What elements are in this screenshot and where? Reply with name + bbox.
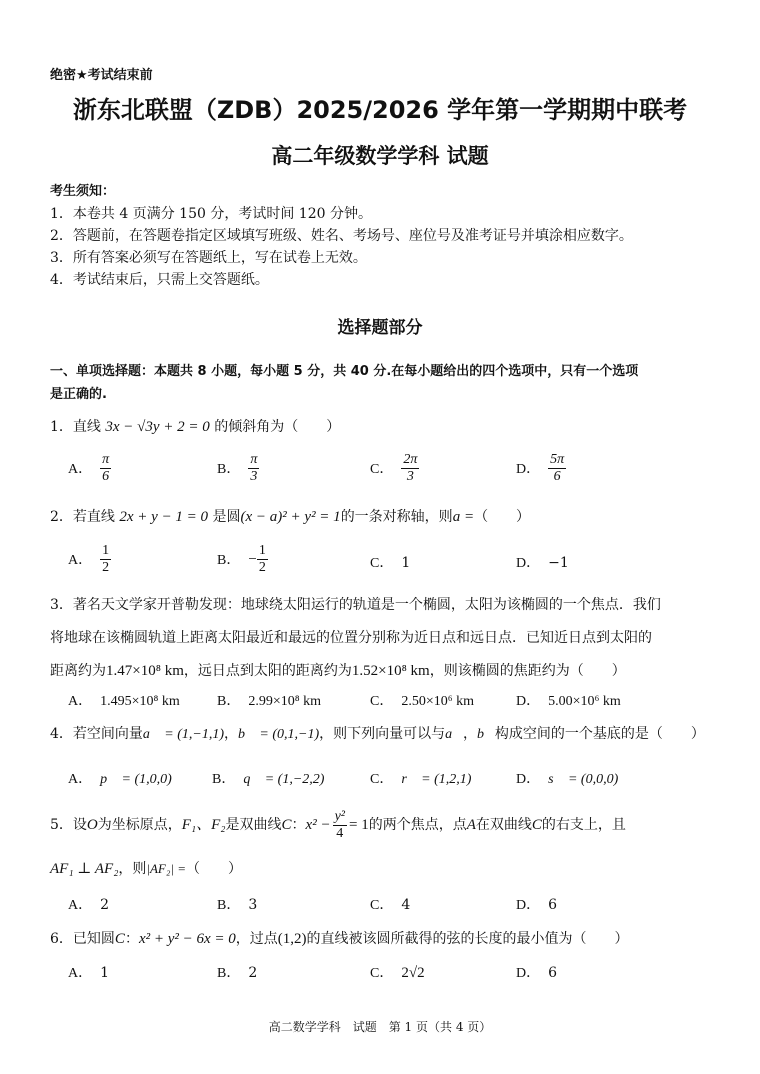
option-text: r⃗ = (1,2,1): [401, 772, 472, 787]
q6-point: (1,2): [277, 931, 307, 947]
option-text: 2√2: [401, 965, 425, 981]
q5-abs-value: |AF₂| =: [146, 861, 186, 876]
section-intro-line2: 是正确的.: [50, 387, 107, 402]
option-label: D．: [516, 772, 541, 787]
option-label: C．: [370, 556, 394, 571]
option-text: 4: [401, 897, 411, 913]
option-fraction: $\frac{\pi}{3}$: [250, 452, 258, 484]
q3-text: ，远日点到太阳的距离约为: [183, 663, 352, 679]
option-text: 1.495×10⁸ km: [100, 694, 180, 709]
question-2: [50, 506, 530, 526]
option-label: A．: [68, 772, 93, 787]
q2-prefix: 2．若直线: [50, 509, 115, 525]
option-label: D．: [516, 461, 541, 477]
q5-eq-left: x² −: [305, 817, 331, 833]
q5-foci: F₁、F₂: [181, 817, 226, 833]
option-sign: −: [248, 551, 257, 568]
q5-text: 的右支上，且: [541, 817, 626, 833]
q3-text: ，则该椭圆的焦距约为（ ）: [429, 663, 626, 679]
q2-variable: a =: [452, 509, 475, 525]
q4-ref-a: a⃗: [445, 727, 464, 742]
q2-line-equation: 2x + y − 1 = 0: [119, 509, 209, 525]
q1-suffix: 的倾斜角为（ ）: [214, 419, 341, 435]
option-text: s⃗ = (0,0,0): [548, 772, 619, 787]
option-text: p⃗ = (1,0,0): [100, 772, 172, 787]
q4-ref-b: b⃗: [477, 727, 495, 742]
q2-option-c[interactable]: [370, 552, 410, 572]
q5-option-d[interactable]: [516, 894, 557, 914]
option-fraction: $\frac{1}{2}$: [102, 543, 110, 575]
option-label: A．: [68, 966, 93, 981]
q5-option-a[interactable]: [68, 894, 109, 914]
section-title: 选择题部分: [337, 318, 423, 338]
q4-comma: ，: [463, 726, 478, 742]
notice-heading: 考生须知：: [50, 184, 116, 199]
q4-mid: ，则下列向量可以与: [319, 726, 446, 742]
notice-item-3: 3．所有答案必须写在答题纸上，写在试卷上无效。: [50, 250, 367, 266]
q5-eq-fraction: $\frac{\text{y²}}{4}$: [334, 808, 345, 841]
q1-prefix: 1．直线: [50, 419, 101, 435]
q4-separator: ，: [224, 726, 239, 742]
q1-equation: 3x − √3y + 2 = 0: [105, 419, 210, 435]
q5-option-c[interactable]: [370, 894, 410, 914]
option-label: B．: [217, 966, 241, 981]
q5-prefix: 5．设: [50, 817, 87, 833]
q2-mid: 是圆: [212, 509, 241, 525]
q5-text: ，则: [118, 861, 147, 877]
section-intro-line1: 一、单项选择题：本题共 8 小题，每小题 5 分，共 40 分.在每小题给出的四个选项中，只有一个选项: [50, 364, 639, 379]
q1-option-b[interactable]: [217, 452, 259, 485]
option-text: q⃗ = (1,−2,2): [243, 772, 325, 787]
option-label: B．: [217, 694, 241, 709]
q5-text: 的两个焦点，点: [368, 817, 467, 833]
q3-option-d[interactable]: [516, 690, 621, 710]
option-label: B．: [217, 461, 241, 477]
option-fraction: $\frac{\pi}{6}$: [102, 452, 110, 484]
option-label: C．: [370, 694, 394, 709]
option-text: −1: [548, 555, 569, 571]
q2-circle-equation: (x − a)² + y² = 1: [240, 509, 341, 525]
option-text: 2: [248, 965, 258, 981]
q5-eq-right: = 1: [349, 817, 369, 833]
q6-prefix: 6．已知圆: [50, 931, 115, 947]
option-fraction: $\frac{1}{2}$: [258, 543, 266, 575]
q6-circle: C: [114, 931, 125, 947]
q3-aphelion-value: 1.52×10⁸ km: [351, 663, 430, 679]
option-text: 2.50×10⁶ km: [401, 694, 475, 709]
q5-text: （ ）: [186, 861, 242, 877]
q5-curve-ref: C: [531, 817, 542, 833]
q2-suffix: 的一条对称轴，则: [340, 509, 453, 525]
q6-equation: x² + y² − 6x = 0: [138, 931, 236, 947]
q6-option-c[interactable]: [370, 962, 425, 982]
q5-origin: O: [86, 817, 98, 833]
q6-option-d[interactable]: [516, 962, 557, 982]
option-label: D．: [516, 966, 541, 981]
option-label: D．: [516, 898, 541, 913]
q3-line-1: 3．著名天文学家开普勒发现：地球绕太阳运行的轨道是一个椭圆，太阳为该椭圆的一个焦点．我们: [50, 597, 661, 613]
option-text: 6: [548, 965, 558, 981]
q1-option-c[interactable]: [370, 452, 419, 485]
q6-option-b[interactable]: [217, 962, 257, 982]
q4-option-b[interactable]: [212, 768, 324, 788]
option-fraction: $\frac{5\pi}{6}$: [550, 452, 565, 484]
page-footer: 高二数学学科 试题 第 1 页（共 4 页）: [268, 1020, 492, 1034]
notice-item-1: 1．本卷共 4 页满分 150 分，考试时间 120 分钟。: [50, 206, 372, 222]
option-label: A．: [68, 552, 93, 568]
q1-option-a[interactable]: [68, 452, 111, 485]
q2-tail: （ ）: [474, 509, 531, 525]
q4-option-d[interactable]: [516, 768, 618, 788]
question-5-line-2: [50, 858, 242, 878]
notice-item-4: 4．考试结束后，只需上交答题纸。: [50, 272, 269, 288]
option-label: C．: [370, 898, 394, 913]
q5-point: A: [466, 817, 476, 833]
q3-line-2: 将地球在该椭圆轨道上距离太阳最近和最远的位置分别称为近日点和远日点．已知近日点到太阳的: [50, 630, 652, 646]
option-label: D．: [516, 694, 541, 709]
q5-text: 为坐标原点，: [97, 817, 182, 833]
question-1: [50, 416, 340, 436]
option-label: A．: [68, 694, 93, 709]
option-text: 2: [100, 897, 110, 913]
q3-text: 距离约为: [50, 663, 106, 679]
q4-prefix: 4．若空间向量: [50, 726, 143, 742]
option-fraction: $\frac{2\pi}{3}$: [403, 452, 418, 484]
q4-option-c[interactable]: [370, 768, 471, 788]
q3-option-b[interactable]: [217, 690, 321, 710]
q5-perpendicular: AF₁ ⊥ AF₂: [50, 861, 119, 877]
option-label: C．: [370, 772, 394, 787]
question-5: [50, 808, 626, 842]
q4-option-a[interactable]: [68, 768, 172, 788]
option-text: 3: [248, 897, 258, 913]
option-label: A．: [68, 898, 93, 913]
option-label: B．: [217, 898, 241, 913]
notice-item-2: 2．答题前，在答题卷指定区域填写班级、姓名、考场号、座位号及准考证号并填涂相应数字。: [50, 228, 633, 244]
option-label: A．: [68, 461, 93, 477]
q2-option-d[interactable]: [516, 552, 569, 572]
q5-option-b[interactable]: [217, 894, 257, 914]
q6-text: 的直线被该圆所截得的弦的长度的最小值为（ ）: [306, 931, 629, 947]
q4-vector-b: b⃗ = (0,1,−1): [238, 727, 320, 742]
option-label: B．: [212, 772, 236, 787]
exam-subtitle: 高二年级数学学科 试题: [271, 144, 489, 168]
option-label: D．: [516, 556, 541, 571]
q6-option-a[interactable]: [68, 962, 109, 982]
q2-option-a[interactable]: [68, 543, 111, 576]
q5-text: 在双曲线: [475, 817, 532, 833]
question-6: [50, 928, 629, 948]
q3-line-3: [50, 660, 626, 680]
option-text: 5.00×10⁶ km: [548, 694, 621, 709]
option-text: 6: [548, 897, 558, 913]
q4-vector-a: a⃗ = (1,−1,1): [142, 727, 225, 742]
option-label: C．: [370, 966, 394, 981]
exam-title: 浙东北联盟（ZDB）2025/2026 学年第一学期期中联考: [72, 96, 688, 124]
question-4: [50, 723, 705, 743]
q5-text: ：: [291, 817, 306, 833]
q6-text: ：: [124, 931, 139, 947]
q2-option-b[interactable]: [217, 543, 268, 576]
q5-text: 是双曲线: [225, 817, 282, 833]
q5-curve: C: [281, 817, 292, 833]
q3-perihelion-value: 1.47×10⁸ km: [106, 663, 184, 679]
q6-text: ，过点: [235, 931, 278, 947]
option-text: 2.99×10⁸ km: [248, 694, 322, 709]
q3-option-a[interactable]: [68, 690, 180, 710]
option-label: C．: [370, 461, 394, 477]
option-text: 1: [100, 965, 110, 981]
q1-option-d[interactable]: [516, 452, 566, 485]
option-text: 1: [401, 555, 411, 571]
q3-option-c[interactable]: [370, 690, 474, 710]
option-label: B．: [217, 552, 241, 568]
secret-label: 绝密★考试结束前: [50, 68, 153, 83]
q4-suffix: 构成空间的一个基底的是（ ）: [494, 726, 705, 742]
